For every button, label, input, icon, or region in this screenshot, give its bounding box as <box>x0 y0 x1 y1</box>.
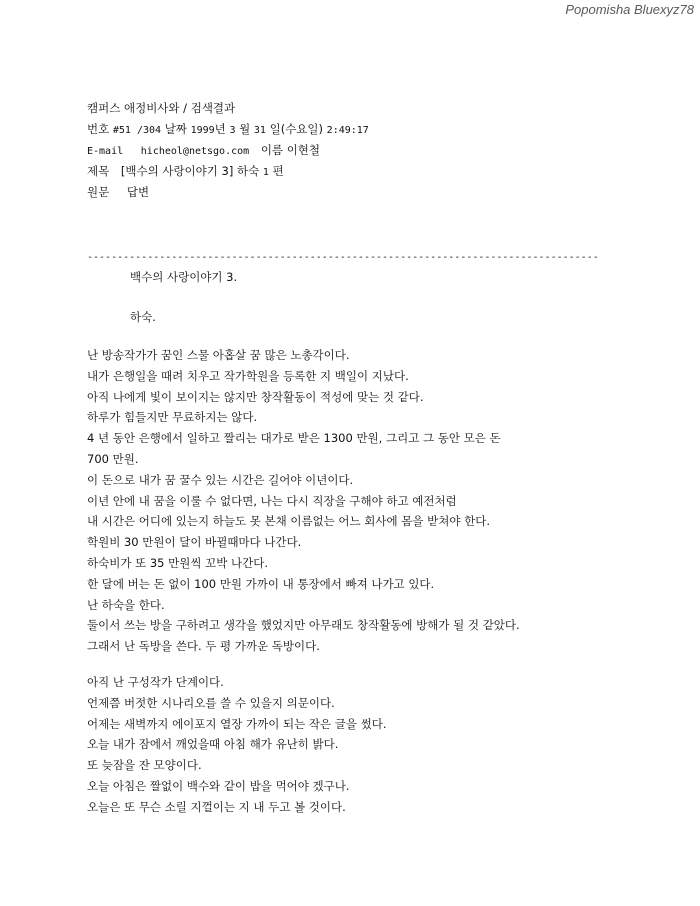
date-month: 3 <box>229 125 236 136</box>
name-label: 이름 <box>260 143 284 157</box>
body-line: 오늘은 또 무슨 소릴 지껄이는 지 내 두고 볼 것이다. <box>87 799 346 814</box>
body-line: 이년 안에 내 꿈을 이룰 수 없다면, 나는 다시 직장을 구해야 하고 예전처럼 <box>87 493 457 508</box>
body-line: 학원비 30 만원이 달이 바뀔때마다 나간다. <box>87 535 302 550</box>
body-line: 하숙비가 또 35 만원씩 꼬박 나간다. <box>87 555 268 570</box>
post-number: #51 /304 <box>112 125 162 136</box>
body-line: 오늘 내가 잠에서 깨었을때 아침 해가 유난히 밝다. <box>87 737 339 752</box>
subject-suffix: 하숙 <box>237 164 260 178</box>
meta-row-number-date <box>87 119 677 140</box>
paragraph-1 <box>87 345 677 657</box>
watermark-text: Popomisha Bluexyz78 <box>565 2 694 17</box>
post-actions <box>87 182 677 203</box>
email-label: E-mail <box>87 146 124 157</box>
post-page <box>87 98 677 818</box>
body-line: 700 만원. <box>87 451 139 466</box>
date-weekday: (수요일) <box>280 122 324 136</box>
body-line: 둘이서 쓰는 방을 구하려고 생각을 했었지만 아무래도 창작활동에 방해가 될 것 같았다. <box>87 618 520 633</box>
day-unit: 일 <box>269 122 281 136</box>
breadcrumb: 캠퍼스 애정비사와 / 검색결과 <box>87 101 236 115</box>
body-line: 어제는 새벽까지 에이포지 열장 가까이 되는 작은 글을 썼다. <box>87 716 387 731</box>
body-line: 한 달에 버는 돈 없이 100 만원 가까이 내 통장에서 빠져 나가고 있다. <box>87 576 435 591</box>
body-line: 내 시간은 어디에 있는지 하늘도 못 본채 이름없는 어느 회사에 몸을 받쳐야 한다. <box>87 514 491 529</box>
date-year: 1999 <box>190 125 215 136</box>
date-day: 31 <box>253 125 266 136</box>
body-line: 또 늦잠을 잔 모양이다. <box>87 758 202 773</box>
year-unit: 년 <box>214 122 226 136</box>
month-unit: 월 <box>239 122 251 136</box>
body-line: 내가 은행일을 때려 치우고 작가학원을 등록한 지 백일이 지났다. <box>87 368 409 383</box>
reply-link[interactable]: 답변 <box>126 185 150 199</box>
body-line: 난 하숙을 한다. <box>87 597 165 612</box>
date-label: 날짜 <box>164 122 187 136</box>
paragraph-2 <box>87 672 677 818</box>
article-title: 백수의 사랑이야기 3. <box>130 270 238 284</box>
original-link[interactable]: 원문 <box>87 185 110 199</box>
body-line: 아직 난 구성작가 단계이다. <box>87 674 224 689</box>
body-line: 오늘 아침은 짤없이 백수와 같이 밥을 먹어야 겠구나. <box>87 778 350 793</box>
body-line: 언제쯤 버젓한 시나리오를 쓸 수 있을지 의문이다. <box>87 695 335 710</box>
post-time: 2:49:17 <box>326 125 369 136</box>
article-body <box>87 345 677 818</box>
article-subtitle: 하숙. <box>130 310 156 324</box>
author-name: 이현철 <box>286 143 321 157</box>
body-line: 4 년 동안 은행에서 일하고 짤리는 대가로 받은 1300 만원, 그리고 그 동안 모은 돈 <box>87 431 501 446</box>
body-line: 아직 나에게 빛이 보이지는 않지만 창작활동이 적성에 맞는 것 같다. <box>87 389 424 404</box>
body-line: 하루가 힘들지만 무료하지는 않다. <box>87 410 258 425</box>
body-line: 그래서 난 독방을 쓴다. 두 평 가까운 독방이다. <box>87 639 320 654</box>
body-line: 난 방송작가가 꿈인 스물 아홉살 꿈 많은 노총각이다. <box>87 348 350 362</box>
separator-line: ------------------------------------------------------------------------------------- <box>87 252 599 263</box>
meta-row-subject <box>87 161 677 182</box>
meta-row-author <box>87 140 677 161</box>
subject-count: 1 <box>262 167 269 178</box>
subject-label: 제목 <box>87 164 110 178</box>
author-email[interactable]: hicheol@netsgo.com <box>140 146 250 157</box>
subject-title: [백수의 사랑이야기 3] <box>120 164 234 178</box>
subject-count-unit: 편 <box>272 164 284 178</box>
body-line: 이 돈으로 내가 꿈 꿀수 있는 시간은 길어야 이년이다. <box>87 472 354 487</box>
number-label: 번호 <box>87 122 110 136</box>
